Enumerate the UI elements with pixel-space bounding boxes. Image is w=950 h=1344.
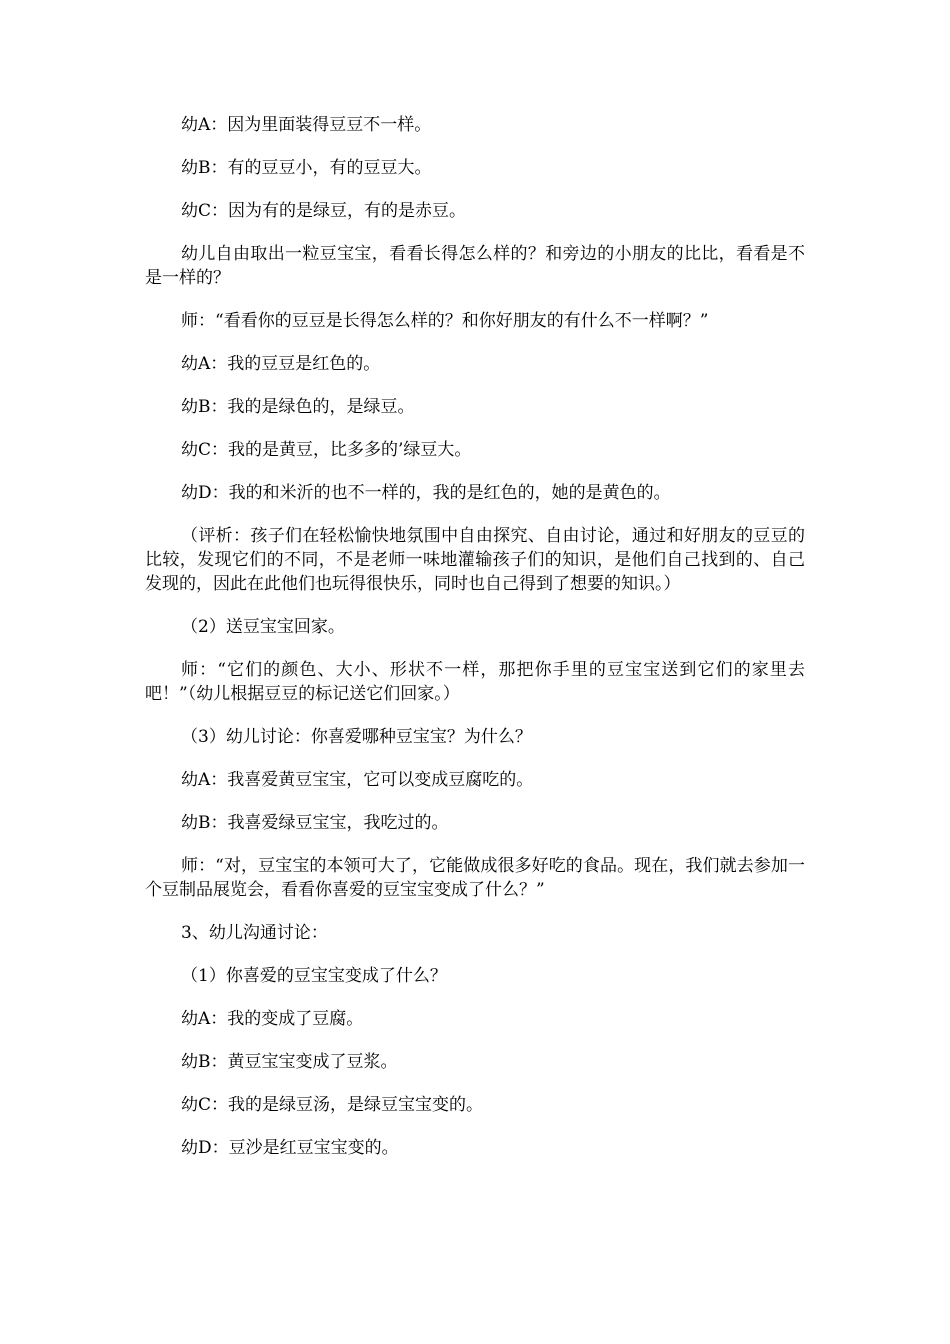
- paragraph: 幼B：黄豆宝宝变成了豆浆。: [181, 1052, 398, 1072]
- paragraph: 幼A：我喜爱黄豆宝宝，它可以变成豆腐吃的。: [181, 770, 534, 790]
- paragraph: （评析：孩子们在轻松愉快地氛围中自由探究、自由讨论，通过和好朋友的豆豆的比较，发现它们的不同，不是老师一味地灌输孩子们的知识，是他们自己找到的、自己发现的，因此在此他们也玩得很快乐，同时也自己得到了想要的知识。）: [145, 526, 805, 594]
- paragraph: （1）你喜爱的豆宝宝变成了什么？: [181, 966, 447, 986]
- paragraph: （3）幼儿讨论：你喜爱哪种豆宝宝？为什么？: [181, 727, 532, 747]
- paragraph: 幼A：因为里面装得豆豆不一样。: [181, 115, 432, 135]
- paragraph: 幼D：豆沙是红豆宝宝变的。: [181, 1138, 399, 1158]
- paragraph: 幼B：我的是绿色的，是绿豆。: [181, 397, 415, 417]
- paragraph: 幼C：我的是黄豆，比多多的’绿豆大。: [181, 440, 472, 460]
- paragraph: 幼C：因为有的是绿豆，有的是赤豆。: [181, 201, 467, 221]
- paragraph: 幼儿自由取出一粒豆宝宝，看看长得怎么样的？和旁边的小朋友的比比，看看是不是一样的？: [145, 244, 805, 288]
- paragraph: 3、幼儿沟通讨论：: [181, 923, 328, 943]
- paragraph: 幼A：我的豆豆是红色的。: [181, 354, 381, 374]
- paragraph: 幼B：有的豆豆小，有的豆豆大。: [181, 158, 432, 178]
- paragraph: 幼D：我的和米沂的也不一样的，我的是红色的，她的是黄色的。: [181, 483, 671, 503]
- paragraph: 幼A：我的变成了豆腐。: [181, 1009, 364, 1029]
- paragraph: 师：“它们的颜色、大小、形状不一样，那把你手里的豆宝宝送到它们的家里去吧！”（幼儿根据豆豆的标记送它们回家。）: [145, 660, 805, 704]
- paragraph: 师：“对，豆宝宝的本领可大了，它能做成很多好吃的食品。现在，我们就去参加一个豆制品展览会，看看你喜爱的豆宝宝变成了什么？”: [145, 856, 805, 900]
- paragraph: 幼B：我喜爱绿豆宝宝，我吃过的。: [181, 813, 449, 833]
- paragraph: 师：“看看你的豆豆是长得怎么样的？和你好朋友的有什么不一样啊？”: [181, 311, 709, 331]
- paragraph: （2）送豆宝宝回家。: [181, 617, 345, 637]
- paragraph: 幼C：我的是绿豆汤，是绿豆宝宝变的。: [181, 1095, 484, 1115]
- document-body: [145, 113, 805, 1179]
